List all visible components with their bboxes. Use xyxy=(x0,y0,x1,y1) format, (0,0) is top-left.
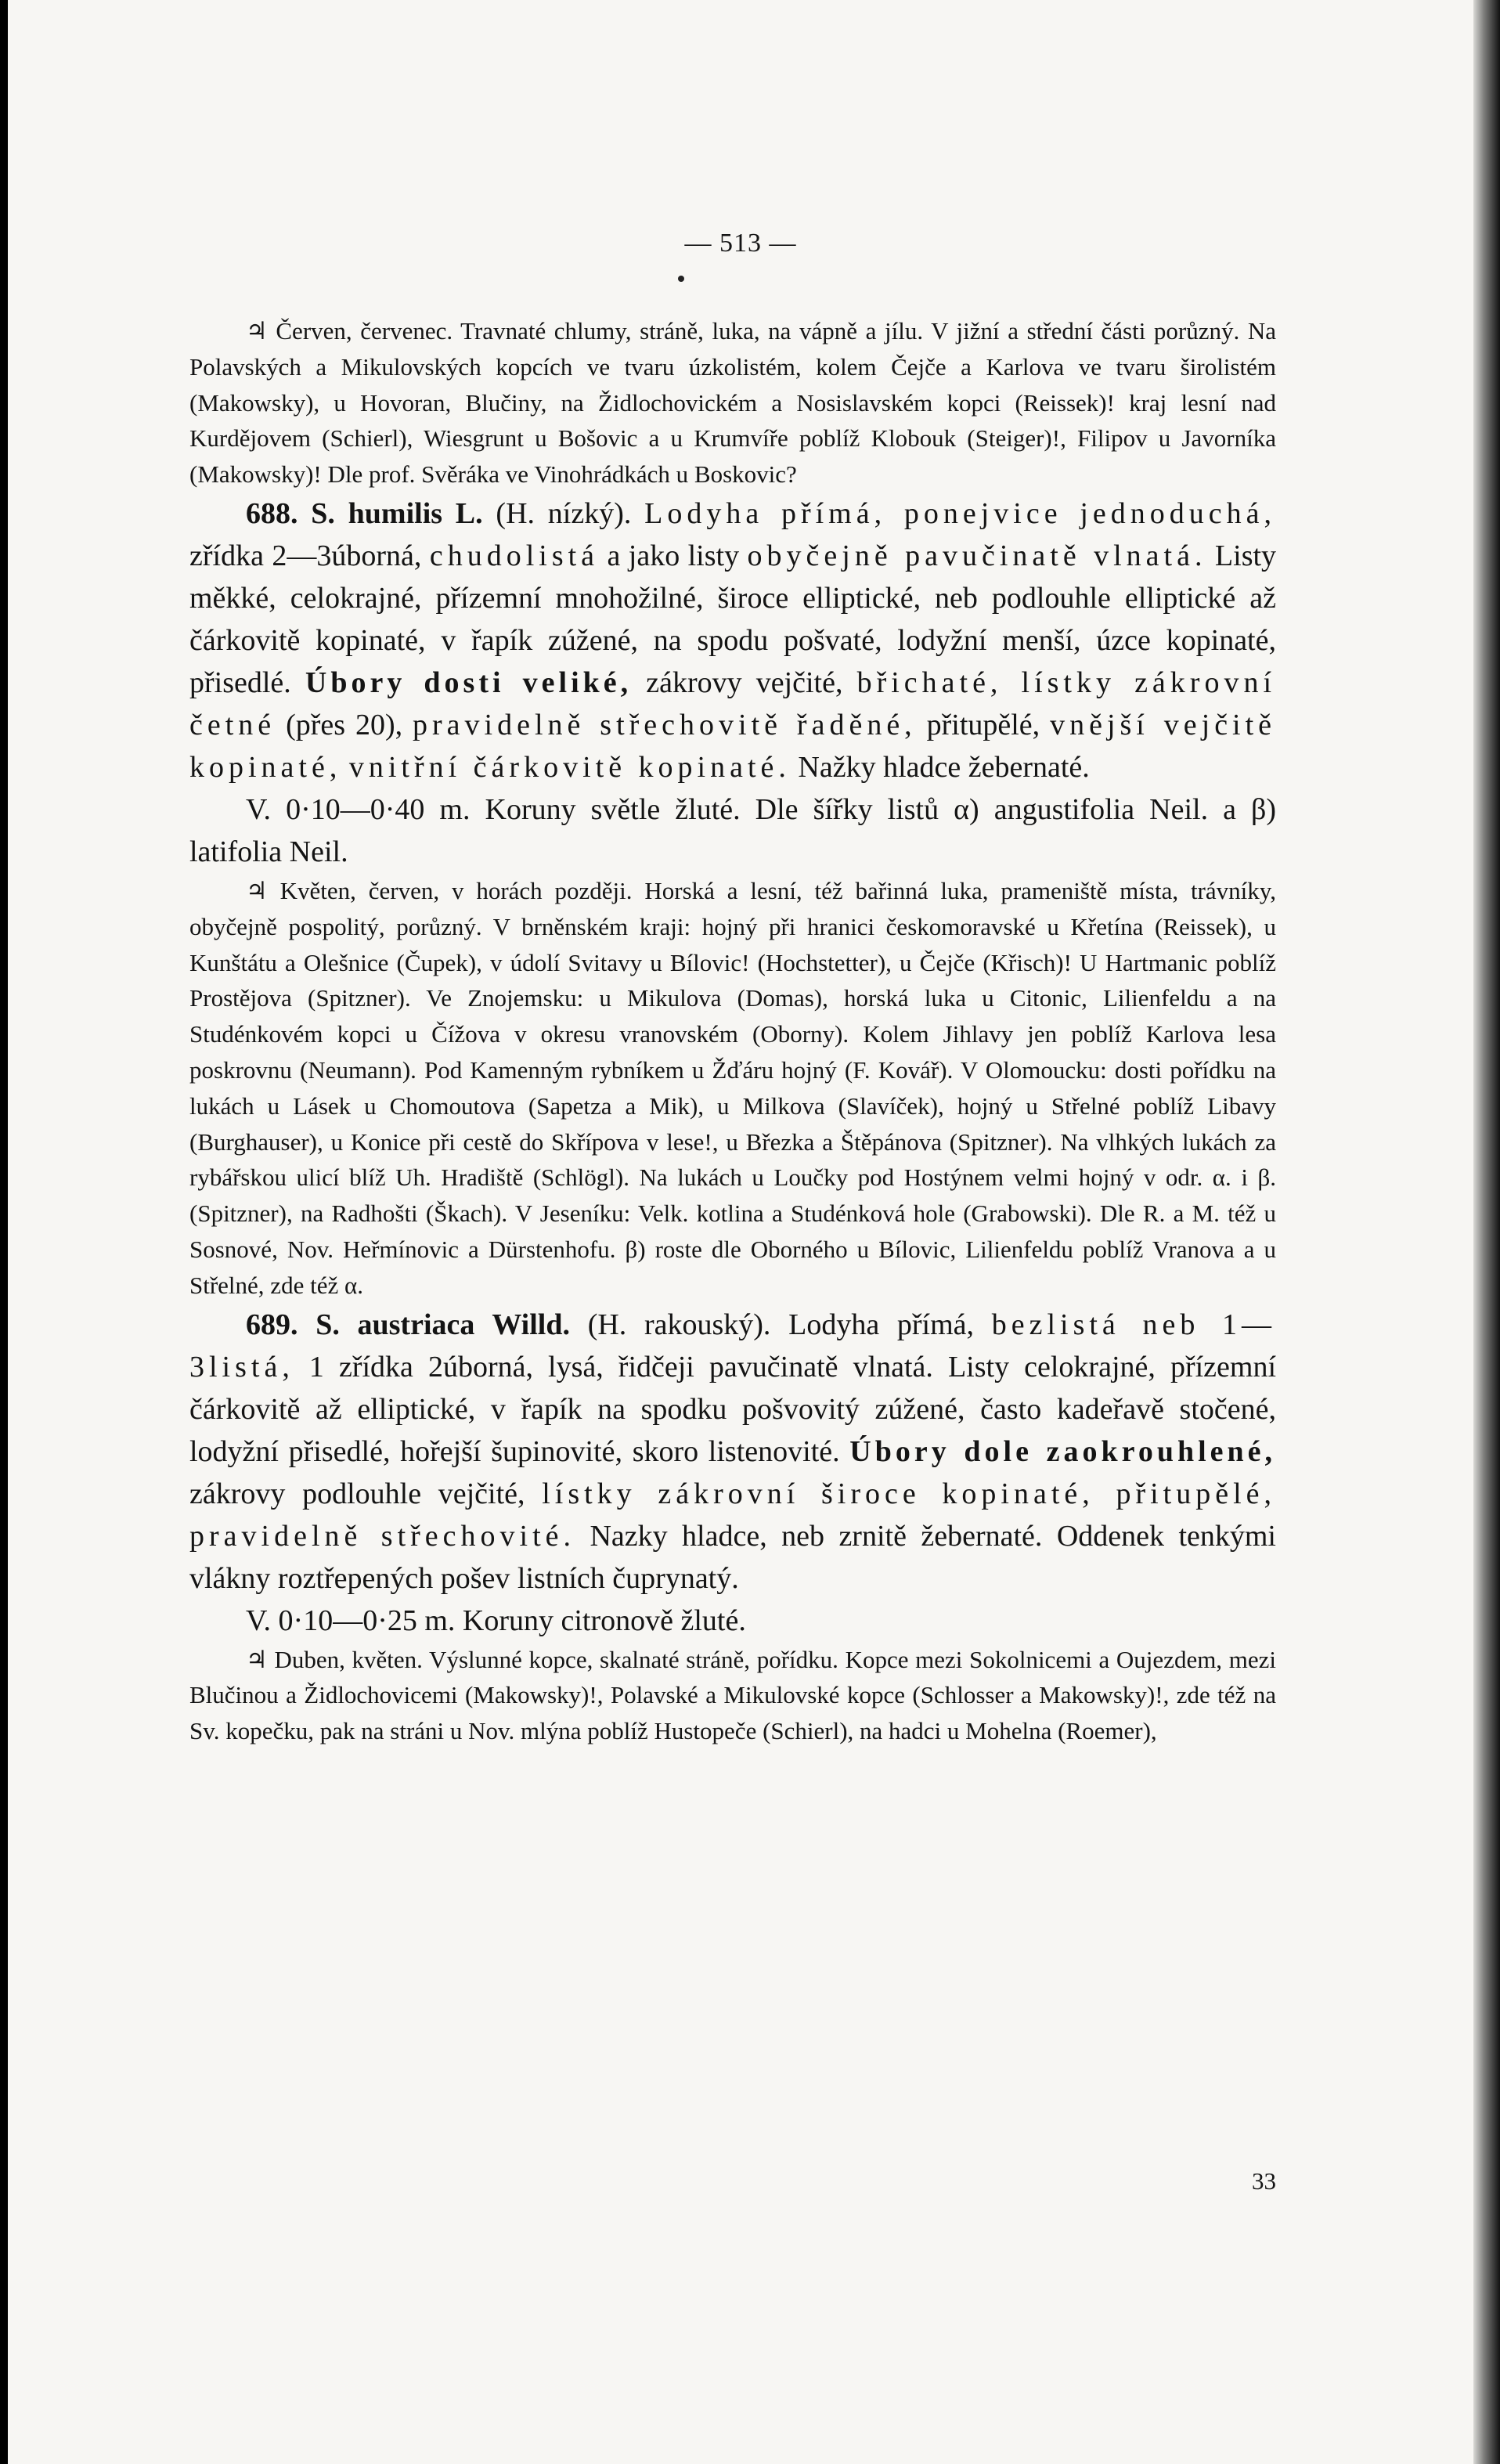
entry-688-distribution: ♃ Květen, červen, v horách později. Horská a lesní, též bařinná luka, prameniště místa, trávníky, obyčejně pospolitý, porůzný. V brněnském kraji: hojný při hranici českomoravské u Křetína (Reissek), u Kunštátu a Olešnice (Čupek), v údolí Svitavy u Bílovic! (Hochstetter), u Čejče (Křisch)! U Hartmanic poblíž Prostějova (Spitzner). Ve Znojemsku: u Mikulova (Domas), horská luka u Citonic, Lilienfeldu a na Studénkovém kopci u Čížova v okresu vranovském (Oborny). Kolem Jihlavy jen poblíž Karlova lesa poskrovnu (Neumann). Pod Kamenným rybníkem u Žďáru hojný (F. Kovář). V Olomoucku: dosti pořídku na lukách u Lásek u Chomoutova (Sapetza a Mik), u Milkova (Slavíček), hojný u Střelné poblíž Libavy (Burghauser), u Konice při cestě do Skřípova v lese!, u Březka a Štěpánova (Spitzner). Na vlhkých lukách za rybářskou ulicí blíž Uh. Hradiště (Schlögl). Na lukách u Loučky pod Hostýnem velmi hojný v odr. α. i β. (Spitzner), na Radhošti (Škach). V Jeseníku: Velk. kotlina a Studénková hole (Grabowski). Dle R. a M. též u Sosnové, Nov. Heřmínovic a Dürstenhofu. β) roste dle Oborného u Bílovic, Lilienfeldu poblíž Vranova a u Střelné, zde též α. xyxy=(189,876,1276,1299)
entry-689-size: V. 0·10—0·25 m. Koruny citronově žluté. xyxy=(246,1604,746,1637)
page xyxy=(8,0,1473,2464)
entry-688-size: V. 0·10—0·40 m. Koruny světle žluté. Dle šířky listů α) angustifolia Neil. a β) latifolia Neil. xyxy=(189,792,1276,868)
entry-688-name: S. humilis L. xyxy=(311,496,483,530)
entry-689-number: 689. xyxy=(246,1308,298,1341)
signature-mark: 33 xyxy=(1252,2167,1276,2195)
entry-689: 689. S. austriaca Willd. (H. rakouský). Lodyha přímá, bezlistá neb 1—3listá, 1 zřídka 2úborná, lysá, řidčeji pavučinatě vlnatá. Listy celokrajné, přízemní čárkovitě až elliptické, v řapík na spodku pošvovitý zúžené, často kadeřavě stočené, lodyžní přisedlé, hořejší šupinovité, skoro listenovité. Úbory dole zaokrouhlené, zákrovy podlouhle vejčité, lístky zákrovní široce kopinaté, přitupělé, pravidelně střechovité. Nazky hladce, neb zrnitě žebernaté. Oddenek tenkými vlákny roztřepených pošev listních čuprynatý. xyxy=(189,1308,1277,1595)
entry-689-name: S. austriaca Willd. xyxy=(316,1308,570,1341)
entry-688: 688. S. humilis L. (H. nízký). Lodyha přímá, ponejvice jednoduchá, zřídka 2—3úborná, chudolistá a jako listy obyčejně pavučinatě vlnatá. Listy měkké, celokrajné, přízemní mnohožilné, široce elliptické, neb podlouhle elliptické až čárkovitě kopinaté, v řapík zúžené, na spodu pošvaté, lodyžní menší, úzce kopinaté, přisedlé. Úbory dosti veliké, zákrovy vejčité, břichaté, lístky zákrovní četné (přes 20), pravidelně střechovitě řaděné, přitupělé, vnější vejčitě kopinaté, vnitřní čárkovitě kopinaté. Nažky hladce žebernaté. xyxy=(189,496,1277,784)
decorative-dot xyxy=(678,276,684,282)
entry-688-number: 688. xyxy=(246,496,298,530)
text-body xyxy=(189,313,1276,1749)
intro-paragraph: ♃ Červen, červenec. Travnaté chlumy, stráně, luka, na vápně a jílu. V jižní a střední části porůzný. Na Polavských a Mikulovských kopcích ve tvaru úzkolistém, kolem Čejče a Karlova ve tvaru širolistém (Makowsky), u Hovoran, Blučiny, na Židlochovickém a Nosislavském kopci (Reissek)! kraj lesní nad Kurdějovem (Schierl), Wiesgrunt u Bošovic a u Krumvíře poblíž Klobouk (Steiger)!, Filipov u Javorníka (Makowsky)! Dle prof. Svěráka ve Vinohrádkách u Boskovic? xyxy=(189,317,1276,489)
page-number: — 513 — xyxy=(684,229,797,258)
scan-edge xyxy=(1473,0,1500,2464)
entry-689-distribution: ♃ Duben, květen. Výslunné kopce, skalnaté stráně, pořídku. Kopce mezi Sokolnicemi a Oujezdem, mezi Blučinou a Židlochovicemi (Makowsky)!, Polavské a Mikulovské kopce (Schlosser a Makowsky)!, zde též na Sv. kopečku, pak na stráni u Nov. mlýna poblíž Hustopeče (Schierl), na hadci u Mohelna (Roemer), xyxy=(189,1645,1276,1745)
entry-689-vernacular: (H. rakouský). xyxy=(587,1308,771,1341)
entry-688-vernacular: (H. nízký). xyxy=(496,496,632,530)
